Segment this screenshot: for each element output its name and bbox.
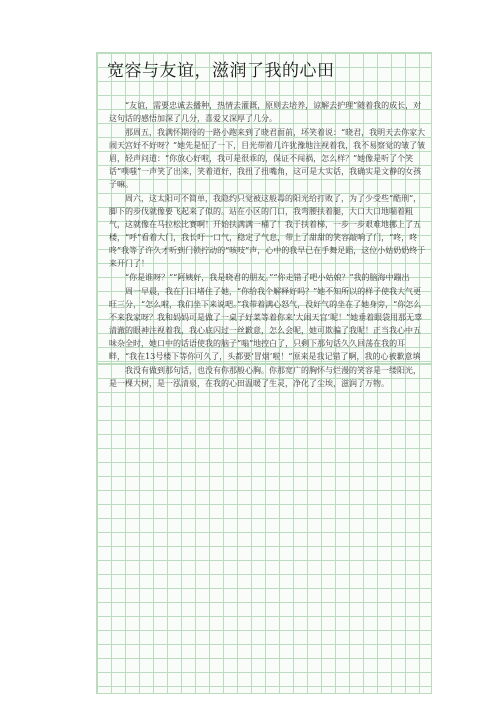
essay-body-bottom: [109, 364, 427, 390]
paragraph: 周六，这太阳可不简单，我隐约只觉被这般毒的阳光给打败了，为了少受些“酷刑”，脚下的步伐就像要飞起来了似的。站在小区的门口，我弯腰扶着腿，大口大口地喘着粗气，这就像在马拉松比赛啊！开始扶满满一桶了！我于扶着梯，一步一步艰难地挪上了五楼，“呼”看着大门，我长吁一口气，稳定了气息，带上了甜甜的笑容敲响了门，“咚，咚咚”我等了许久才听到门锁拧动的“咳吱”声，心中的我早已在手舞足蹈，这位小姑奶奶终于来开门了！: [109, 194, 426, 268]
paragraph: 我没有做到那句话，也没有你那般心胸。你那宽广的胸怀与烂漫的笑容是一缕阳光，是一棵大树，是一泓清泉，在我的心田温暖了生灵，净化了尘埃，滋润了万物。: [109, 366, 421, 388]
paragraph: “你是谁呀？”“阿姨好，我是晓君的朋友。”“你走错了吧小姑娘？”我的脑海中蹦出: [125, 273, 410, 282]
essay-title: 宽容与友谊，滋润了我的心田: [107, 61, 335, 81]
essay-sheet: [96, 52, 432, 364]
paragraph: 那周五，我满怀期待的一路小跑来到了晓君面前，坏笑着说：“晓君，我明天去你家大闹天宫好不好呀？”她先是怔了一下，目光带着几许犹豫地注视着我，我不易察觉的皱了皱眉，轻声问道：“你放心好啦，我可是很乖的，保证不闯祸，怎么样？”她像是听了个笑话“噗嗤”一声笑了出来，笑着道好，我扭了扭嘴角，这可是大实话，我确实是文静的女孩子嘛。: [109, 128, 426, 189]
paragraph: 周一早晨，我在门口堵住了她，“你给我个解释好吗？”她不知所以的样子使我大气更旺三分，“怎么啦，我们坐下来说吧。”我带着满心怒气，没好气的坐在了她身旁，“你怎么不来我家呀？我和妈妈可是做了一桌子好菜等着你来‘大闹天宫’呢！”她垂着眼袋用那无辜清澈的眼神注视着我，我心底闪过一丝歉意，怎么会呢，她可欺骗了我呢！正当我心中五味杂全时，她口中的话语使我的脑子“嗡”地控白了，只剩下那句话久久回荡在我的耳畔，“我在13号楼下等你可久了，头都要‘冒烟’啦！”原来是我记错了啊，我的心被歉意填: [109, 287, 423, 361]
essay-sheet-lower: [96, 364, 432, 694]
paragraph: “友谊，需要忠诚去播种，热情去灌溉，原则去培养，谅解去护理”随着我的成长，对这句话的感悟加深了几分，喜爱又深厚了几分。: [109, 101, 422, 123]
essay-body-top: [109, 99, 427, 364]
